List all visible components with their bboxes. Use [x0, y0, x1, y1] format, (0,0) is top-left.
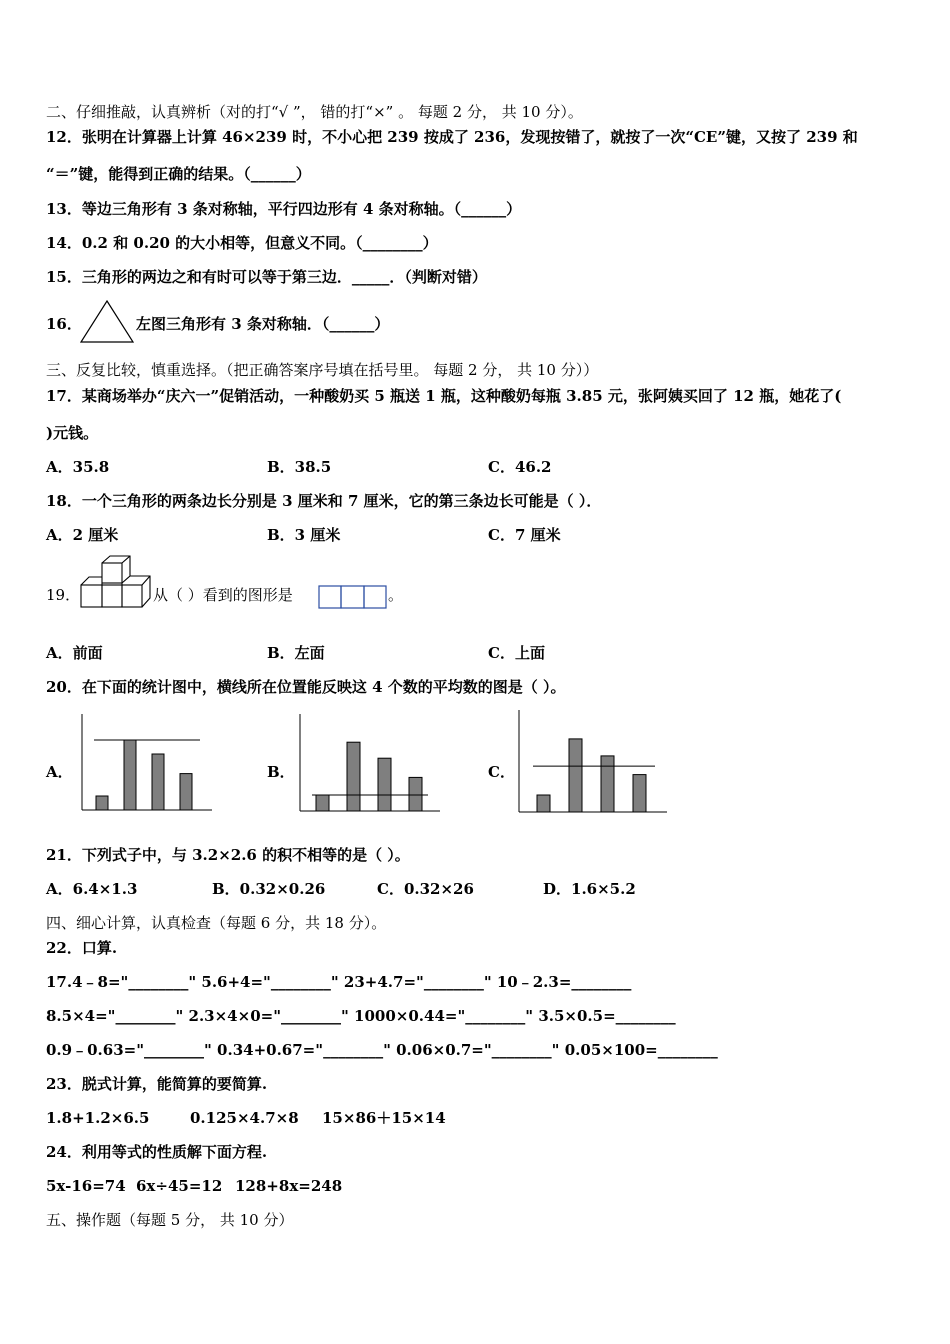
- cube-stack-figure: [80, 555, 152, 611]
- q22: 22．口算.: [46, 939, 118, 957]
- q24-expr-1: 5x-16=74: [46, 1177, 126, 1195]
- bar: [409, 777, 422, 811]
- q19-number: 19．: [46, 586, 81, 604]
- triangle-figure: [80, 300, 134, 344]
- q14: 14．0.2 和 0.20 的大小相等，但意义不同。（________）: [46, 234, 438, 252]
- q20: 20．在下面的统计图中，横线所在位置能反映这 4 个数的平均数的图是（ ）。: [46, 678, 566, 696]
- q19-end: 。: [388, 586, 404, 604]
- q17-option-b: B．38.5: [267, 458, 332, 476]
- bar: [601, 756, 614, 812]
- q17-line2: )元钱。: [46, 424, 99, 442]
- bar: [180, 774, 192, 810]
- bar: [96, 796, 108, 810]
- q24: 24．利用等式的性质解下面方程.: [46, 1143, 268, 1161]
- q20-label-c: C．: [488, 763, 515, 781]
- section-2-header: 二、仔细推敲，认真辨析（对的打“√ ”， 错的打“×” 。 每题 2 分， 共 10 分）。: [46, 103, 583, 121]
- three-square-view-figure: [318, 585, 388, 609]
- bar: [124, 740, 136, 810]
- q19-text: 从（ ）看到的图形是: [153, 586, 293, 604]
- q23-expr-1: 1.8+1.2×6.5: [46, 1109, 150, 1127]
- q18: 18．一个三角形的两条边长分别是 3 厘米和 7 厘米，它的第三条边长可能是（ ）．: [46, 492, 602, 510]
- bar: [152, 754, 164, 810]
- q22-row-2: 8.5×4="________" 2.3×4×0="________" 1000×0.44="________" 3.5×0.5=________: [46, 1007, 676, 1025]
- q21-option-b: B．0.32×0.26: [212, 880, 326, 898]
- q19-option-b: B．左面: [267, 644, 325, 662]
- q23-expr-2: 0.125×4.7×8: [190, 1109, 299, 1127]
- bar: [537, 795, 550, 812]
- q19-option-c: C．上面: [488, 644, 545, 662]
- q16-text: 左图三角形有 3 条对称轴．（______）: [136, 315, 390, 333]
- q23-expr-3: 15×86＋15×14: [322, 1109, 446, 1127]
- q18-option-b: B．3 厘米: [267, 526, 341, 544]
- q13: 13．等边三角形有 3 条对称轴，平行四边形有 4 条对称轴。（______）: [46, 200, 522, 218]
- q23: 23．脱式计算，能简算的要简算.: [46, 1075, 268, 1093]
- q19-option-a: A．前面: [46, 644, 103, 662]
- q24-expr-2: 6x÷45=12: [136, 1177, 223, 1195]
- q21: 21．下列式子中，与 3.2×2.6 的积不相等的是（ ）。: [46, 846, 410, 864]
- q12-line2: “＝”键，能得到正确的结果。（______）: [46, 165, 311, 183]
- q24-expr-3: 128+8x=248: [235, 1177, 343, 1195]
- chart-a: [80, 712, 215, 814]
- bar: [347, 742, 360, 811]
- chart-c: [517, 708, 670, 814]
- q21-option-d: D．1.6×5.2: [543, 880, 636, 898]
- q21-option-c: C．0.32×26: [377, 880, 474, 898]
- q18-option-c: C．7 厘米: [488, 526, 561, 544]
- bar: [316, 795, 329, 811]
- q18-option-a: A．2 厘米: [46, 526, 119, 544]
- q20-label-b: B．: [267, 763, 295, 781]
- section-3-header: 三、反复比较，慎重选择。（把正确答案序号填在括号里。 每题 2 分， 共 10 分））: [46, 361, 599, 379]
- q22-row-1: 17.4﹣8="________" 5.6+4="________" 23+4.7="________" 10﹣2.3=________: [46, 973, 632, 991]
- chart-b: [298, 712, 443, 814]
- q17-option-a: A．35.8: [46, 458, 110, 476]
- section-5-header: 五、操作题（每题 5 分， 共 10 分）: [46, 1211, 294, 1229]
- q17-option-c: C．46.2: [488, 458, 552, 476]
- q20-label-a: A．: [46, 763, 73, 781]
- section-4-header: 四、细心计算，认真检查（每题 6 分，共 18 分）。: [46, 914, 387, 932]
- q21-option-a: A．6.4×1.3: [46, 880, 138, 898]
- q17-line1: 17．某商场举办“庆六一”促销活动，一种酸奶买 5 瓶送 1 瓶，这种酸奶每瓶 3.85 元，张阿姨买回了 12 瓶，她花了(: [46, 387, 842, 405]
- bar: [633, 775, 646, 812]
- q12-line1: 12．张明在计算器上计算 46×239 时，不小心把 239 按成了 236，发现按错了，就按了一次“CE”键，又按了 239 和: [46, 128, 858, 146]
- q16-number: 16．: [46, 315, 82, 333]
- q22-row-3: 0.9﹣0.63="________" 0.34+0.67="________" 0.06×0.7="________" 0.05×100=________: [46, 1041, 718, 1059]
- q15: 15．三角形的两边之和有时可以等于第三边．_____．（判断对错）: [46, 268, 487, 286]
- bar: [569, 739, 582, 812]
- bar: [378, 758, 391, 811]
